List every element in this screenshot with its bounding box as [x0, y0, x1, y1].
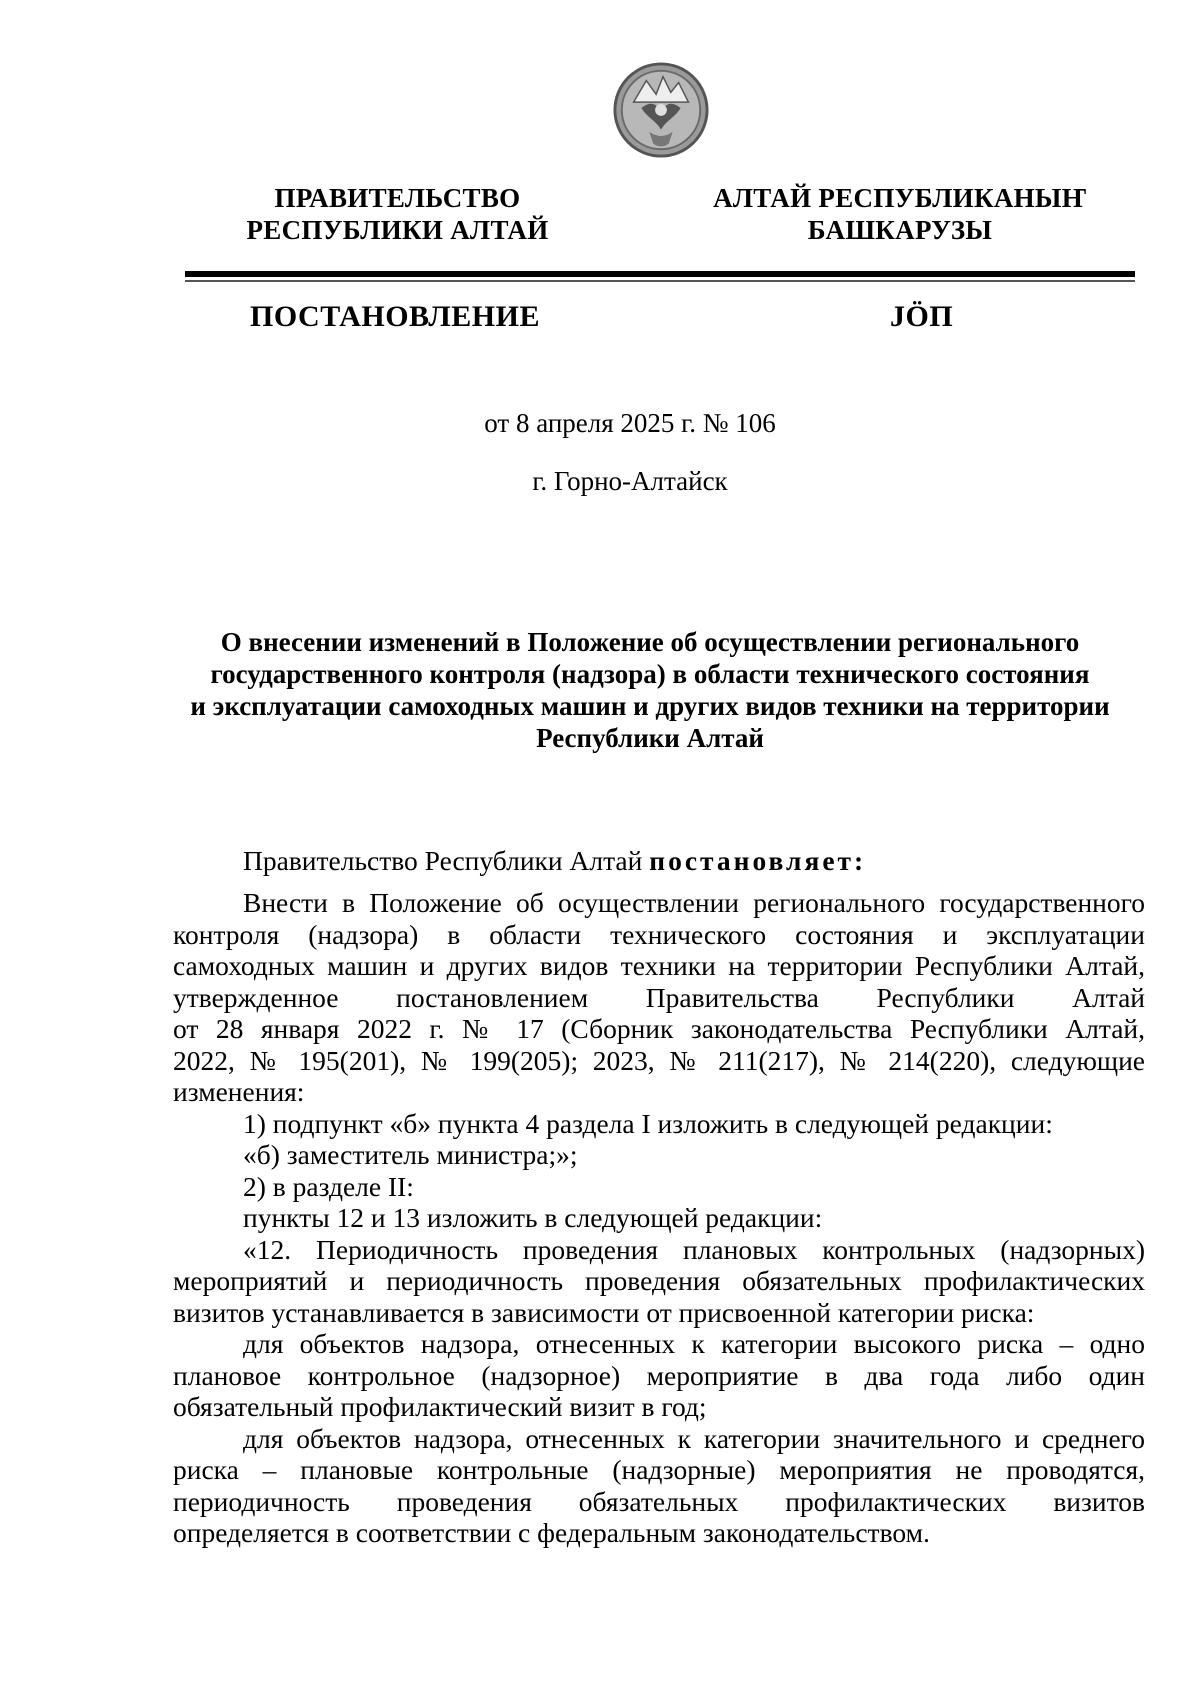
- body-line: утвержденное постановлением Правительства Республики Алтай: [173, 981, 1145, 1013]
- body-line: мероприятий и периодичность проведения обязательных профилактических: [173, 1265, 1145, 1296]
- decree-type-russian: ПОСТАНОВЛЕНИЕ: [250, 300, 540, 333]
- body-line: «б) заместитель министра;»;: [243, 1139, 578, 1170]
- header-right-line2: БАШКАРУЗЫ: [807, 215, 993, 245]
- body-line: пункты 12 и 13 изложить в следующей редакции:: [243, 1202, 823, 1233]
- decree-date-number: от 8 апреля 2025 г. № 106: [484, 408, 776, 438]
- body-line: контроля (надзора) в области технического состояния и эксплуатации: [173, 918, 1145, 950]
- body-line: самоходных машин и других видов техники на территории Республики Алтай,: [173, 950, 1145, 981]
- body-line: «12. Периодичность проведения плановых контрольных (надзорных): [243, 1233, 1145, 1265]
- intro-paragraph: [173, 845, 1145, 877]
- header-right-line1: АЛТАЙ РЕСПУБЛИКАНЫҤ: [713, 183, 1087, 213]
- body-line: риска – плановые контрольные (надзорные) мероприятия не проводятся,: [173, 1454, 1145, 1485]
- header-left-line1: ПРАВИТЕЛЬСТВО: [274, 183, 521, 213]
- header-left-line2: РЕСПУБЛИКИ АЛТАЙ: [246, 215, 549, 245]
- body-line: 2022, № 195(201), № 199(205); 2023, № 211(217), № 214(220), следующие: [173, 1044, 1145, 1076]
- coat-of-arms-emblem: [612, 60, 710, 160]
- body-line: 1) подпункт «б» пункта 4 раздела I изложить в следующей редакции:: [243, 1107, 1053, 1139]
- body-line: для объектов надзора, отнесенных к категории значительного и среднего: [243, 1422, 1145, 1454]
- body-line: Внести в Положение об осуществлении регионального государственного: [243, 887, 1145, 918]
- title-line: О внесении изменений в Положение об осуществлении регионального: [220, 627, 1080, 657]
- body-line: плановое контрольное (надзорное) мероприятие в два года либо один: [173, 1359, 1145, 1391]
- title-line: и эксплуатации самоходных машин и других видов техники на территории: [190, 691, 1110, 721]
- decree-title: [160, 626, 1140, 754]
- body-line: изменения:: [173, 1076, 305, 1107]
- intro-emphasis: постановляет:: [649, 845, 867, 876]
- body-line: обязательный профилактический визит в год;: [173, 1391, 707, 1422]
- decree-city: г. Горно-Алтайск: [532, 466, 728, 496]
- title-line: государственного контроля (надзора) в области технического состояния: [210, 659, 1090, 689]
- body-line: периодичность проведения обязательных профилактических визитов: [173, 1485, 1145, 1517]
- government-name-altai: [700, 182, 1100, 246]
- intro-text: Правительство Республики Алтай: [243, 845, 650, 876]
- header-divider-thin: [185, 280, 1135, 282]
- body-line: для объектов надзора, отнесенных к категории высокого риска – одно: [243, 1328, 1145, 1359]
- header-divider-thick: [185, 271, 1135, 277]
- body-line: определяется в соответствии с федеральным законодательством.: [173, 1517, 930, 1548]
- body-line: от 28 января 2022 г. № 17 (Сборник законодательства Республики Алтай,: [173, 1013, 1145, 1044]
- title-line: Республики Алтай: [536, 723, 764, 753]
- decree-body: [173, 887, 1145, 1549]
- government-name-russian: [170, 182, 625, 246]
- decree-type-altai: JӦП: [890, 300, 954, 333]
- body-line: визитов устанавливается в зависимости от присвоенной категории риска:: [173, 1296, 1035, 1328]
- body-line: 2) в разделе II:: [243, 1170, 414, 1202]
